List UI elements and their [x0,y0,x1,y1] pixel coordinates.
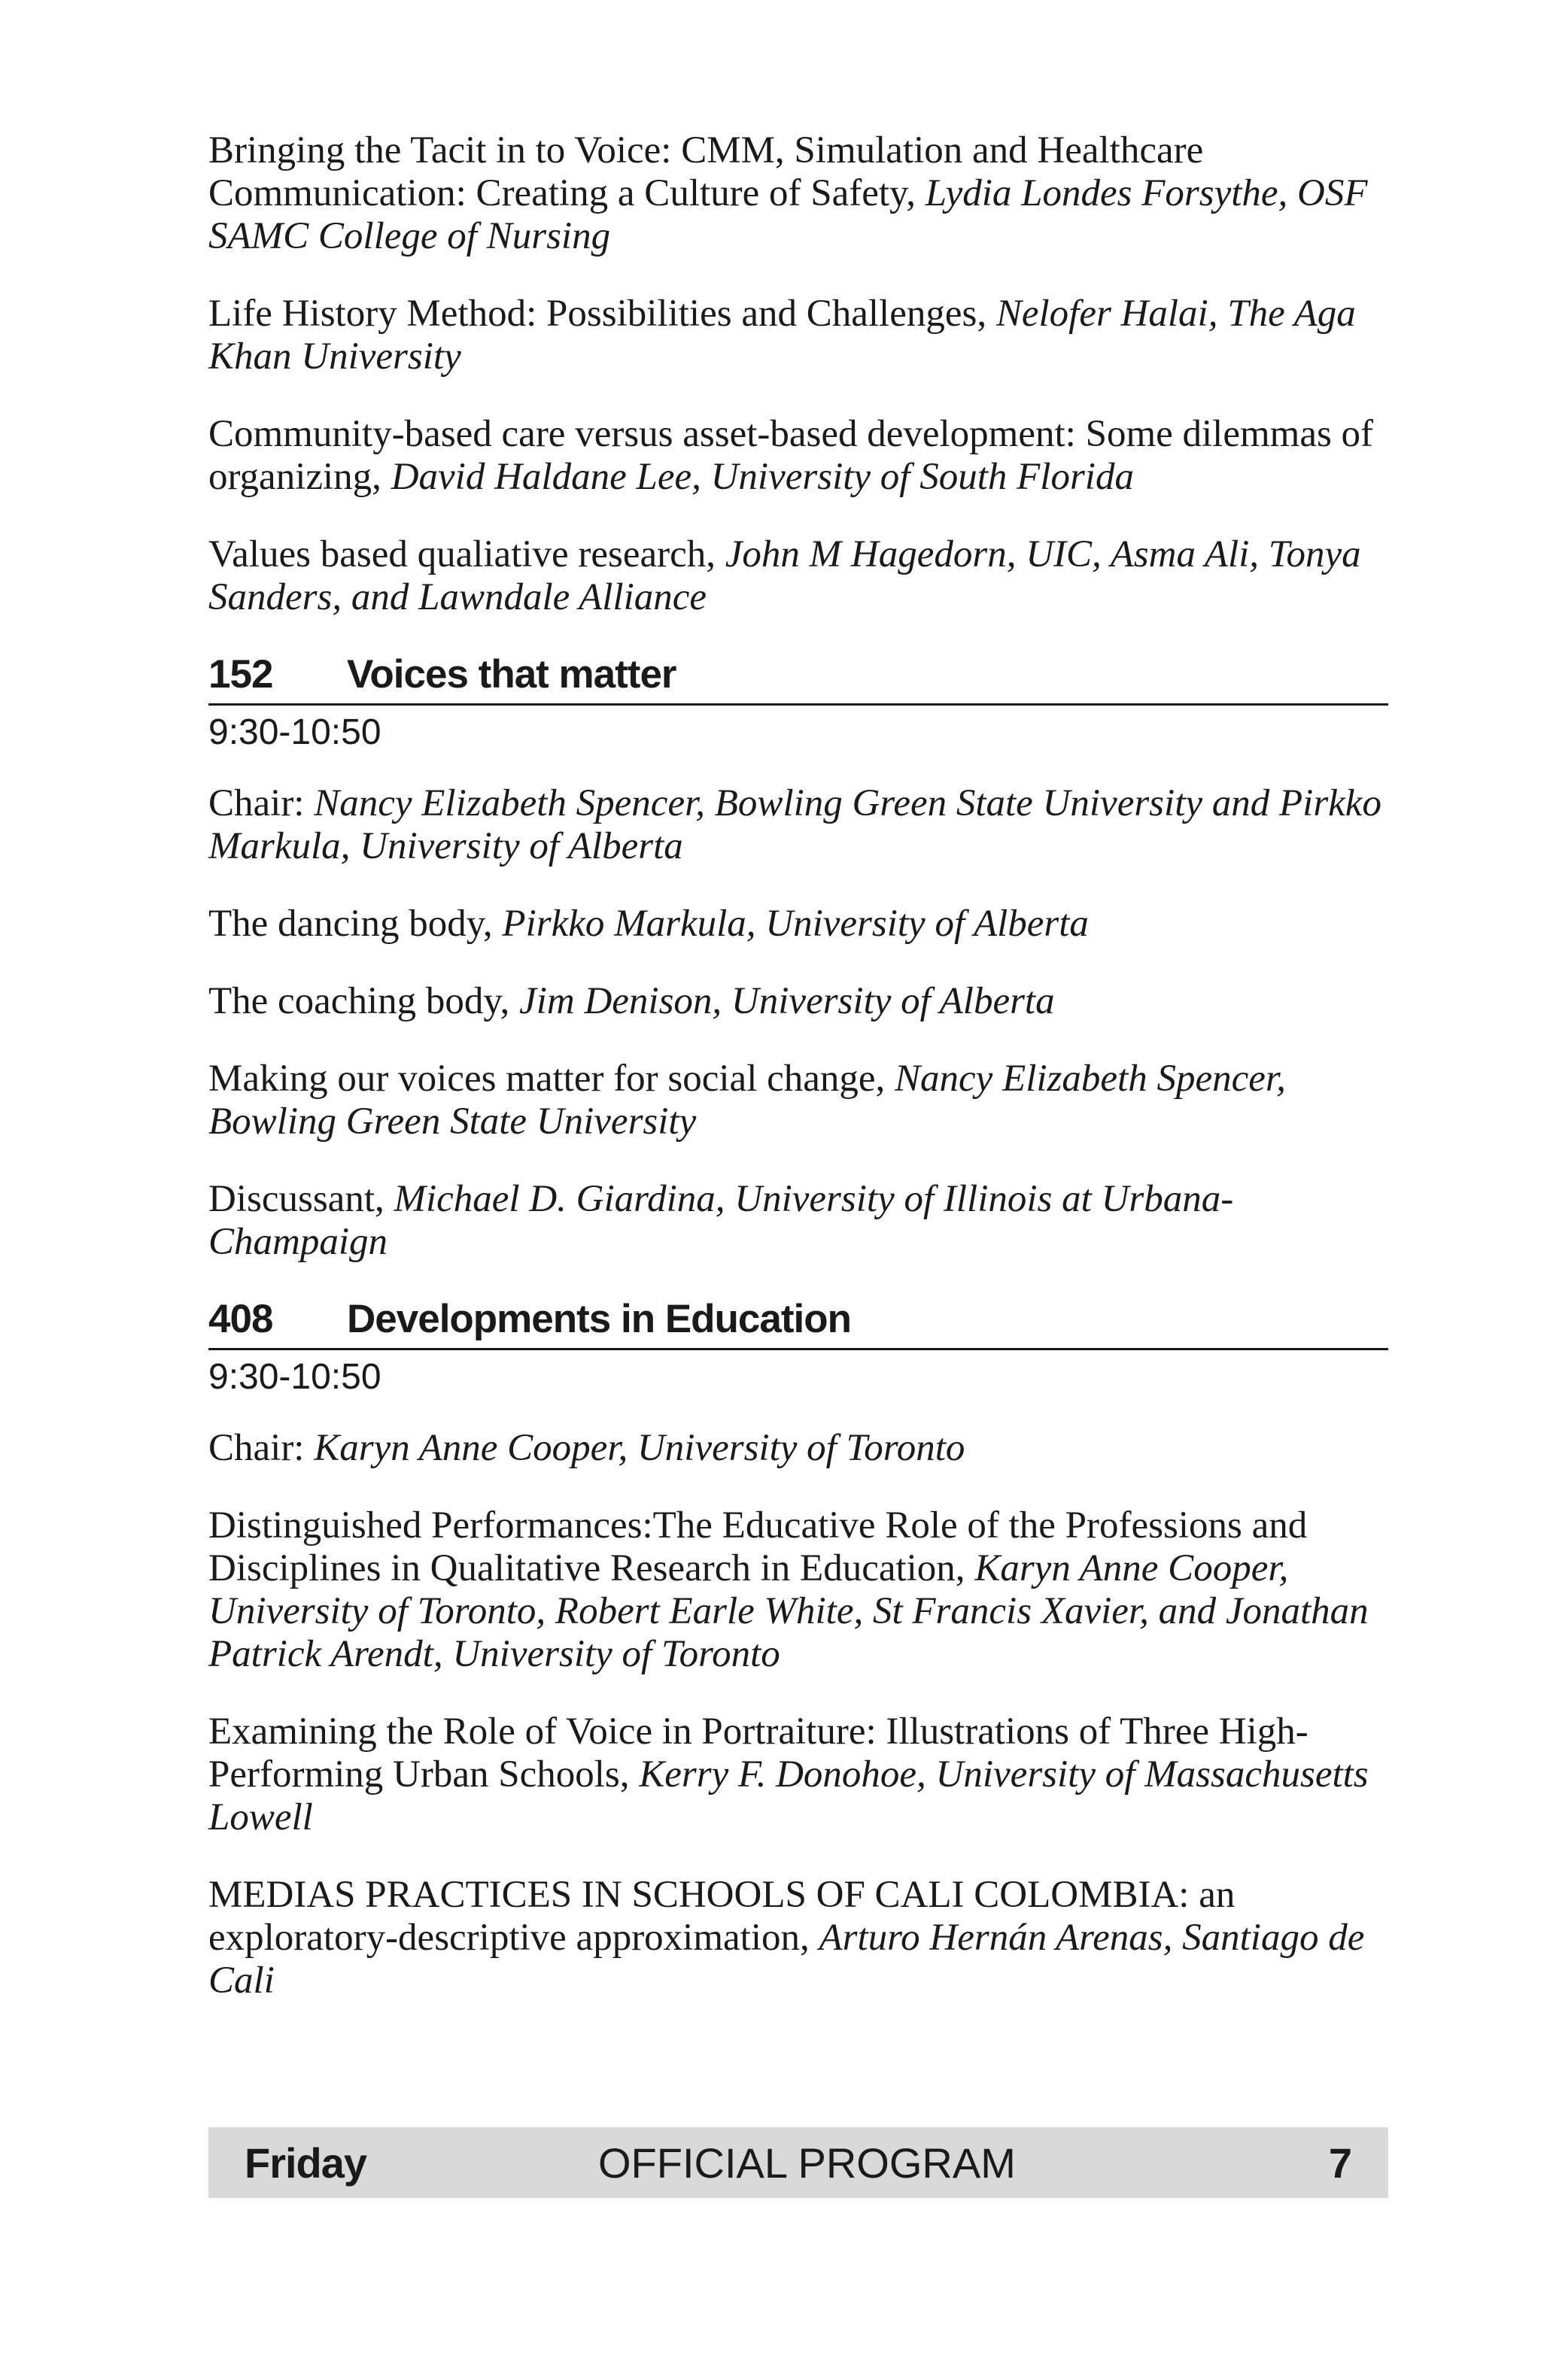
presentation-authors: Arturo Hernán Arenas, Santiago de Cali [208,1917,1365,2002]
presentation-entry [208,1504,1388,1676]
presentation-authors: Jim Denison, University of Alberta [519,980,1055,1022]
presentation-entry [208,1058,1388,1143]
session-name: Developments in Education [347,1297,852,1341]
presentation-entry [208,533,1388,619]
presentation-title: Chair: [208,1427,315,1469]
presentation-title: Bringing the Tacit in to Voice: CMM, Simulation and Healthcare Communication: Creating a Culture of Safety, [208,129,1204,214]
presentation-entry [208,1874,1388,2002]
presentation-authors: Pirkko Markula, University of Alberta [502,903,1089,945]
presentation-entry [208,1178,1388,1264]
page-footer [208,2127,1388,2198]
presentation-title: Life History Method: Possibilities and Challenges, [208,293,996,335]
session-header [208,1298,1388,1350]
program-page [208,129,1388,2037]
presentation-title: Making our voices matter for social change, [208,1058,895,1100]
session-number: 152 [208,652,273,697]
presentation-title: Discussant, [208,1178,394,1220]
presentation-title: MEDIAS PRACTICES IN SCHOOLS OF CALI COLOMBIA: an exploratory-descriptive approximation, [208,1874,1236,1959]
session-header [208,654,1388,706]
footer-title: OFFICIAL PROGRAM [598,2139,1016,2187]
presentation-entry [208,129,1388,258]
presentation-entry [208,1711,1388,1839]
presentation-authors: John M Hagedorn, UIC, Asma Ali, Tonya Sanders, and Lawndale Alliance [208,533,1361,618]
presentation-entry [208,980,1388,1023]
presentation-entry [208,903,1388,946]
session-name: Voices that matter [347,652,676,697]
presentation-title: Values based qualiative research, [208,533,725,575]
presentation-title: The coaching body, [208,980,520,1022]
presentation-title: Chair: [208,782,315,824]
presentation-title: The dancing body, [208,903,503,945]
presentation-authors: Kerry F. Donohoe, University of Massachusetts Lowell [208,1753,1369,1838]
session-number: 408 [208,1297,273,1341]
presentation-authors: Nelofer Halai, The Aga Khan University [208,293,1356,378]
presentation-title: Community-based care versus asset-based development: Some dilemmas of organizing, [208,413,1374,498]
presentation-entry [208,293,1388,378]
presentation-entry [208,1427,1388,1470]
presentation-authors: Karyn Anne Cooper, University of Toronto [314,1427,965,1469]
presentation-authors: David Haldane Lee, University of South Florida [391,456,1134,498]
session-time: 9:30-10:50 [208,1357,381,1397]
page-number: 7 [1328,2139,1352,2187]
presentation-title: Examining the Role of Voice in Portraiture: Illustrations of Three High-Performing Urban Schools, [208,1711,1308,1796]
presentation-entry [208,782,1388,868]
presentation-authors: Nancy Elizabeth Spencer, Bowling Green State University [208,1058,1286,1143]
presentation-entry [208,413,1388,499]
footer-day: Friday [245,2139,367,2187]
session-time: 9:30-10:50 [208,712,381,752]
presentation-authors: Karyn Anne Cooper, University of Toronto, Robert Earle White, St Francis Xavier, and Jonathan Patrick Arendt, University of Toronto [208,1547,1369,1675]
presentation-title: Distinguished Performances:The Educative Role of the Professions and Disciplines in Qualitative Research in Education, [208,1504,1308,1589]
presentation-authors: Michael D. Giardina, University of Illinois at Urbana-Champaign [208,1178,1234,1263]
presentation-authors: Nancy Elizabeth Spencer, Bowling Green State University and Pirkko Markula, University of Alberta [208,782,1381,867]
presentation-authors: Lydia Londes Forsythe, OSF SAMC College of Nursing [208,172,1368,257]
